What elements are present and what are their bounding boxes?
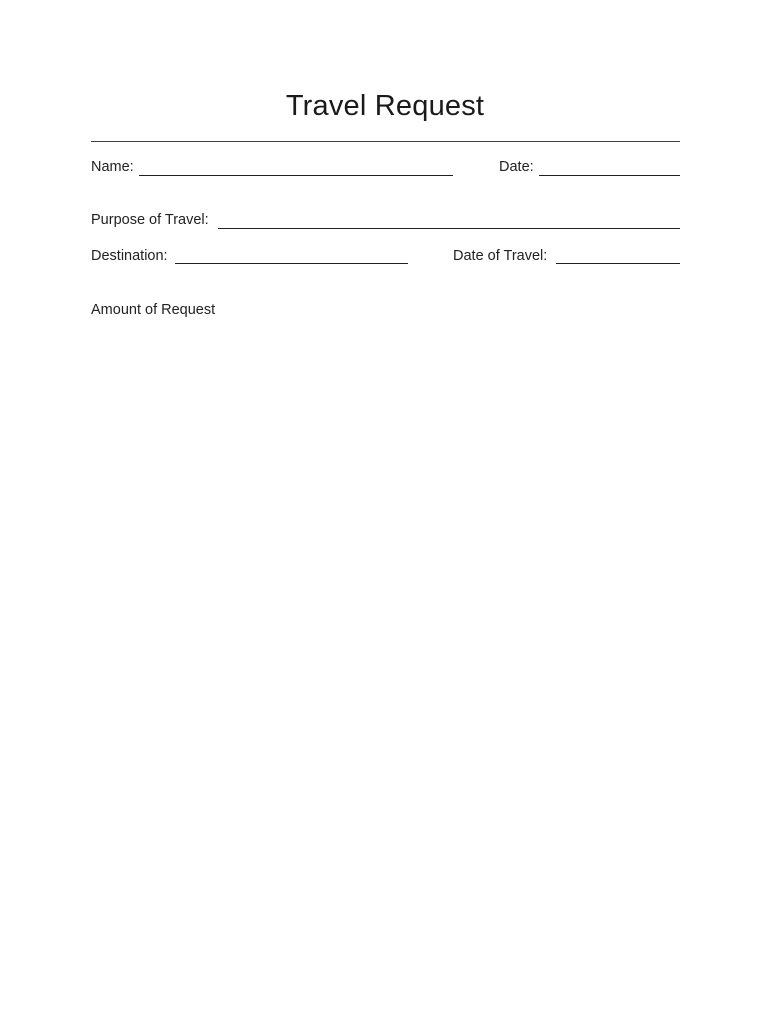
destination-label: Destination: (91, 248, 168, 264)
date-of-travel-field[interactable] (556, 263, 680, 264)
date-field[interactable] (539, 175, 680, 176)
purpose-label: Purpose of Travel: (91, 212, 209, 228)
date-of-travel-label: Date of Travel: (453, 248, 548, 264)
date-label: Date: (499, 159, 534, 175)
name-label: Name: (91, 159, 134, 175)
name-field[interactable] (139, 175, 453, 176)
purpose-field[interactable] (218, 228, 680, 229)
amount-of-request-label: Amount of Request (91, 302, 216, 318)
page-title: Travel Request (285, 90, 485, 122)
destination-field[interactable] (175, 263, 408, 264)
title-divider (91, 141, 680, 142)
